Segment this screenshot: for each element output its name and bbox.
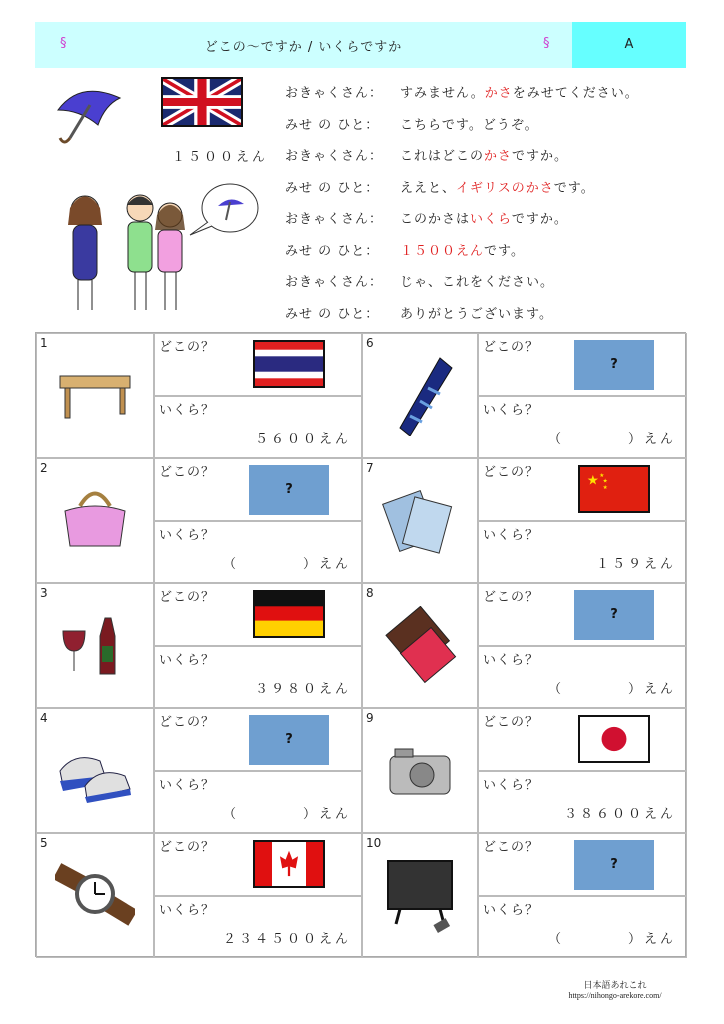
price-blank: （ ）えん bbox=[222, 557, 351, 572]
item-number: 8 bbox=[366, 586, 374, 600]
wine-icon bbox=[55, 606, 135, 686]
speaker: みせ の ひと： bbox=[285, 306, 380, 322]
price-value: １５９えん bbox=[595, 557, 676, 572]
item-number: 1 bbox=[40, 336, 48, 350]
how-much-cell bbox=[154, 396, 362, 458]
how-much-cell bbox=[154, 646, 362, 708]
exercise-grid bbox=[35, 332, 686, 957]
where-cell bbox=[154, 458, 362, 521]
section-mark: § bbox=[543, 36, 550, 51]
dialogue-text: です。 bbox=[484, 243, 525, 259]
price-value: ３８６００えん bbox=[563, 807, 676, 822]
price-blank: （ ）えん bbox=[547, 932, 676, 947]
item-number: 10 bbox=[366, 836, 382, 850]
where-label: どこの？ bbox=[483, 715, 540, 730]
television-icon bbox=[380, 856, 460, 936]
how-much-cell bbox=[478, 396, 687, 458]
how-much-cell bbox=[154, 521, 362, 583]
how-much-cell bbox=[478, 521, 687, 583]
where-label: どこの？ bbox=[483, 840, 540, 855]
level-label: A bbox=[572, 22, 686, 68]
uk-flag-icon bbox=[161, 77, 243, 127]
dialogue-text: じゃ、これをください。 bbox=[400, 275, 555, 290]
section-mark: § bbox=[60, 36, 67, 51]
thailand-flag-icon bbox=[253, 340, 325, 388]
notebooks-icon bbox=[380, 481, 460, 561]
chocolate-icon bbox=[380, 606, 460, 686]
dialogue-line bbox=[285, 177, 595, 196]
where-label: どこの？ bbox=[483, 465, 540, 480]
camera-icon bbox=[380, 731, 460, 811]
price-value: ２３４５００えん bbox=[222, 932, 351, 947]
where-cell bbox=[154, 333, 362, 396]
price-blank: （ ）えん bbox=[222, 807, 351, 822]
dialogue-text: をみせてください。 bbox=[512, 86, 639, 101]
where-cell bbox=[478, 458, 687, 521]
speaker: おきゃくさん： bbox=[285, 275, 384, 290]
where-label: どこの？ bbox=[483, 590, 540, 605]
how-much-label: いくら？ bbox=[483, 903, 540, 918]
worksheet-header bbox=[35, 22, 686, 68]
dialogue-text: ですか。 bbox=[511, 212, 568, 227]
dialogue-text: すみません。 bbox=[400, 86, 485, 101]
highlighted-text: イギリスのかさ bbox=[456, 180, 554, 196]
price-blank: （ ）えん bbox=[547, 682, 676, 697]
japan-flag-icon bbox=[578, 715, 650, 763]
germany-flag-icon bbox=[253, 590, 325, 638]
footer bbox=[560, 978, 670, 1000]
how-much-label: いくら？ bbox=[159, 653, 216, 668]
item-picture-cell bbox=[362, 583, 478, 708]
item-number: 7 bbox=[366, 461, 374, 475]
how-much-label: いくら？ bbox=[483, 403, 540, 418]
where-label: どこの？ bbox=[159, 590, 216, 605]
unknown-flag-box: ? bbox=[574, 340, 654, 390]
where-label: どこの？ bbox=[159, 715, 216, 730]
dialogue-text: です。 bbox=[553, 180, 595, 196]
where-cell bbox=[154, 833, 362, 896]
highlighted-text: いくら bbox=[470, 212, 512, 227]
speaker: みせ の ひと： bbox=[285, 180, 380, 196]
dialogue-line bbox=[285, 208, 568, 227]
dialogue-line bbox=[285, 114, 539, 133]
how-much-cell bbox=[154, 771, 362, 833]
how-much-label: いくら？ bbox=[159, 403, 216, 418]
item-number: 6 bbox=[366, 336, 374, 350]
item-picture-cell bbox=[36, 833, 154, 958]
where-cell bbox=[478, 333, 687, 396]
speaker: みせ の ひと： bbox=[285, 117, 380, 133]
handbag-icon bbox=[55, 481, 135, 561]
speaker: おきゃくさん： bbox=[285, 86, 384, 101]
how-much-label: いくら？ bbox=[483, 528, 540, 543]
price-value: ３９８０えん bbox=[254, 682, 351, 697]
item-picture-cell bbox=[362, 333, 478, 458]
where-cell bbox=[478, 583, 687, 646]
dialogue-text: ええと、 bbox=[400, 180, 457, 196]
where-label: どこの？ bbox=[159, 465, 216, 480]
site-name: 日本語あれこれ bbox=[583, 981, 647, 991]
highlighted-text: かさ bbox=[484, 149, 513, 164]
svg-text:★: ★ bbox=[586, 473, 599, 489]
price-value: ５６００えん bbox=[254, 432, 351, 447]
highlighted-text: かさ bbox=[484, 86, 513, 101]
canada-flag-icon bbox=[253, 840, 325, 888]
how-much-cell bbox=[154, 896, 362, 958]
where-label: どこの？ bbox=[483, 340, 540, 355]
where-label: どこの？ bbox=[159, 340, 216, 355]
intro-price: １５００えん bbox=[172, 150, 269, 165]
where-label: どこの？ bbox=[159, 840, 216, 855]
how-much-cell bbox=[478, 896, 687, 958]
item-picture-cell bbox=[36, 333, 154, 458]
how-much-label: いくら？ bbox=[159, 903, 216, 918]
item-picture-cell bbox=[36, 583, 154, 708]
item-number: 4 bbox=[40, 711, 48, 725]
dialogue-line bbox=[285, 303, 553, 322]
shopping-scene-illustration bbox=[40, 180, 265, 315]
item-number: 3 bbox=[40, 586, 48, 600]
svg-text:★: ★ bbox=[602, 478, 608, 485]
dialogue-line bbox=[285, 240, 525, 259]
unknown-flag-box: ? bbox=[249, 715, 329, 765]
site-url: https://nihongo-arekore.com/ bbox=[568, 991, 662, 1000]
item-picture-cell bbox=[362, 833, 478, 958]
where-cell bbox=[478, 833, 687, 896]
umbrella-icon bbox=[50, 80, 125, 150]
watch-icon bbox=[55, 856, 135, 936]
dialogue-line bbox=[285, 82, 639, 101]
item-number: 2 bbox=[40, 461, 48, 475]
dialogue-text: このかさは bbox=[400, 212, 471, 227]
how-much-label: いくら？ bbox=[159, 528, 216, 543]
table-icon bbox=[55, 356, 135, 436]
item-picture-cell bbox=[36, 708, 154, 833]
speaker: おきゃくさん： bbox=[285, 149, 384, 164]
item-picture-cell bbox=[362, 708, 478, 833]
how-much-label: いくら？ bbox=[483, 778, 540, 793]
unknown-flag-box: ? bbox=[574, 840, 654, 890]
unknown-flag-box: ? bbox=[249, 465, 329, 515]
dialogue-text: こちらです。どうぞ。 bbox=[400, 117, 539, 133]
item-picture-cell bbox=[362, 458, 478, 583]
unknown-flag-box: ? bbox=[574, 590, 654, 640]
item-number: 5 bbox=[40, 836, 48, 850]
item-number: 9 bbox=[366, 711, 374, 725]
where-cell bbox=[154, 583, 362, 646]
dialogue-line bbox=[285, 271, 554, 290]
speaker: みせ の ひと： bbox=[285, 243, 380, 259]
highlighted-text: １５００えん bbox=[400, 243, 485, 259]
item-picture-cell bbox=[36, 458, 154, 583]
dialogue-text: ありがとうございます。 bbox=[400, 306, 553, 322]
svg-text:★: ★ bbox=[602, 485, 608, 491]
svg-text:★: ★ bbox=[599, 472, 605, 479]
dialogue-text: ですか。 bbox=[512, 149, 569, 164]
how-much-cell bbox=[478, 771, 687, 833]
dialogue-text: これはどこの bbox=[400, 149, 485, 164]
sneakers-icon bbox=[55, 731, 135, 811]
how-much-cell bbox=[478, 646, 687, 708]
necktie-icon bbox=[380, 356, 460, 436]
speaker: おきゃくさん： bbox=[285, 212, 384, 227]
china-flag-icon bbox=[578, 465, 650, 513]
where-cell bbox=[154, 708, 362, 771]
how-much-label: いくら？ bbox=[483, 653, 540, 668]
price-blank: （ ）えん bbox=[547, 432, 676, 447]
dialogue-line bbox=[285, 145, 568, 164]
where-cell bbox=[478, 708, 687, 771]
how-much-label: いくら？ bbox=[159, 778, 216, 793]
worksheet-title: どこの～ですか / いくらですか bbox=[204, 40, 403, 55]
